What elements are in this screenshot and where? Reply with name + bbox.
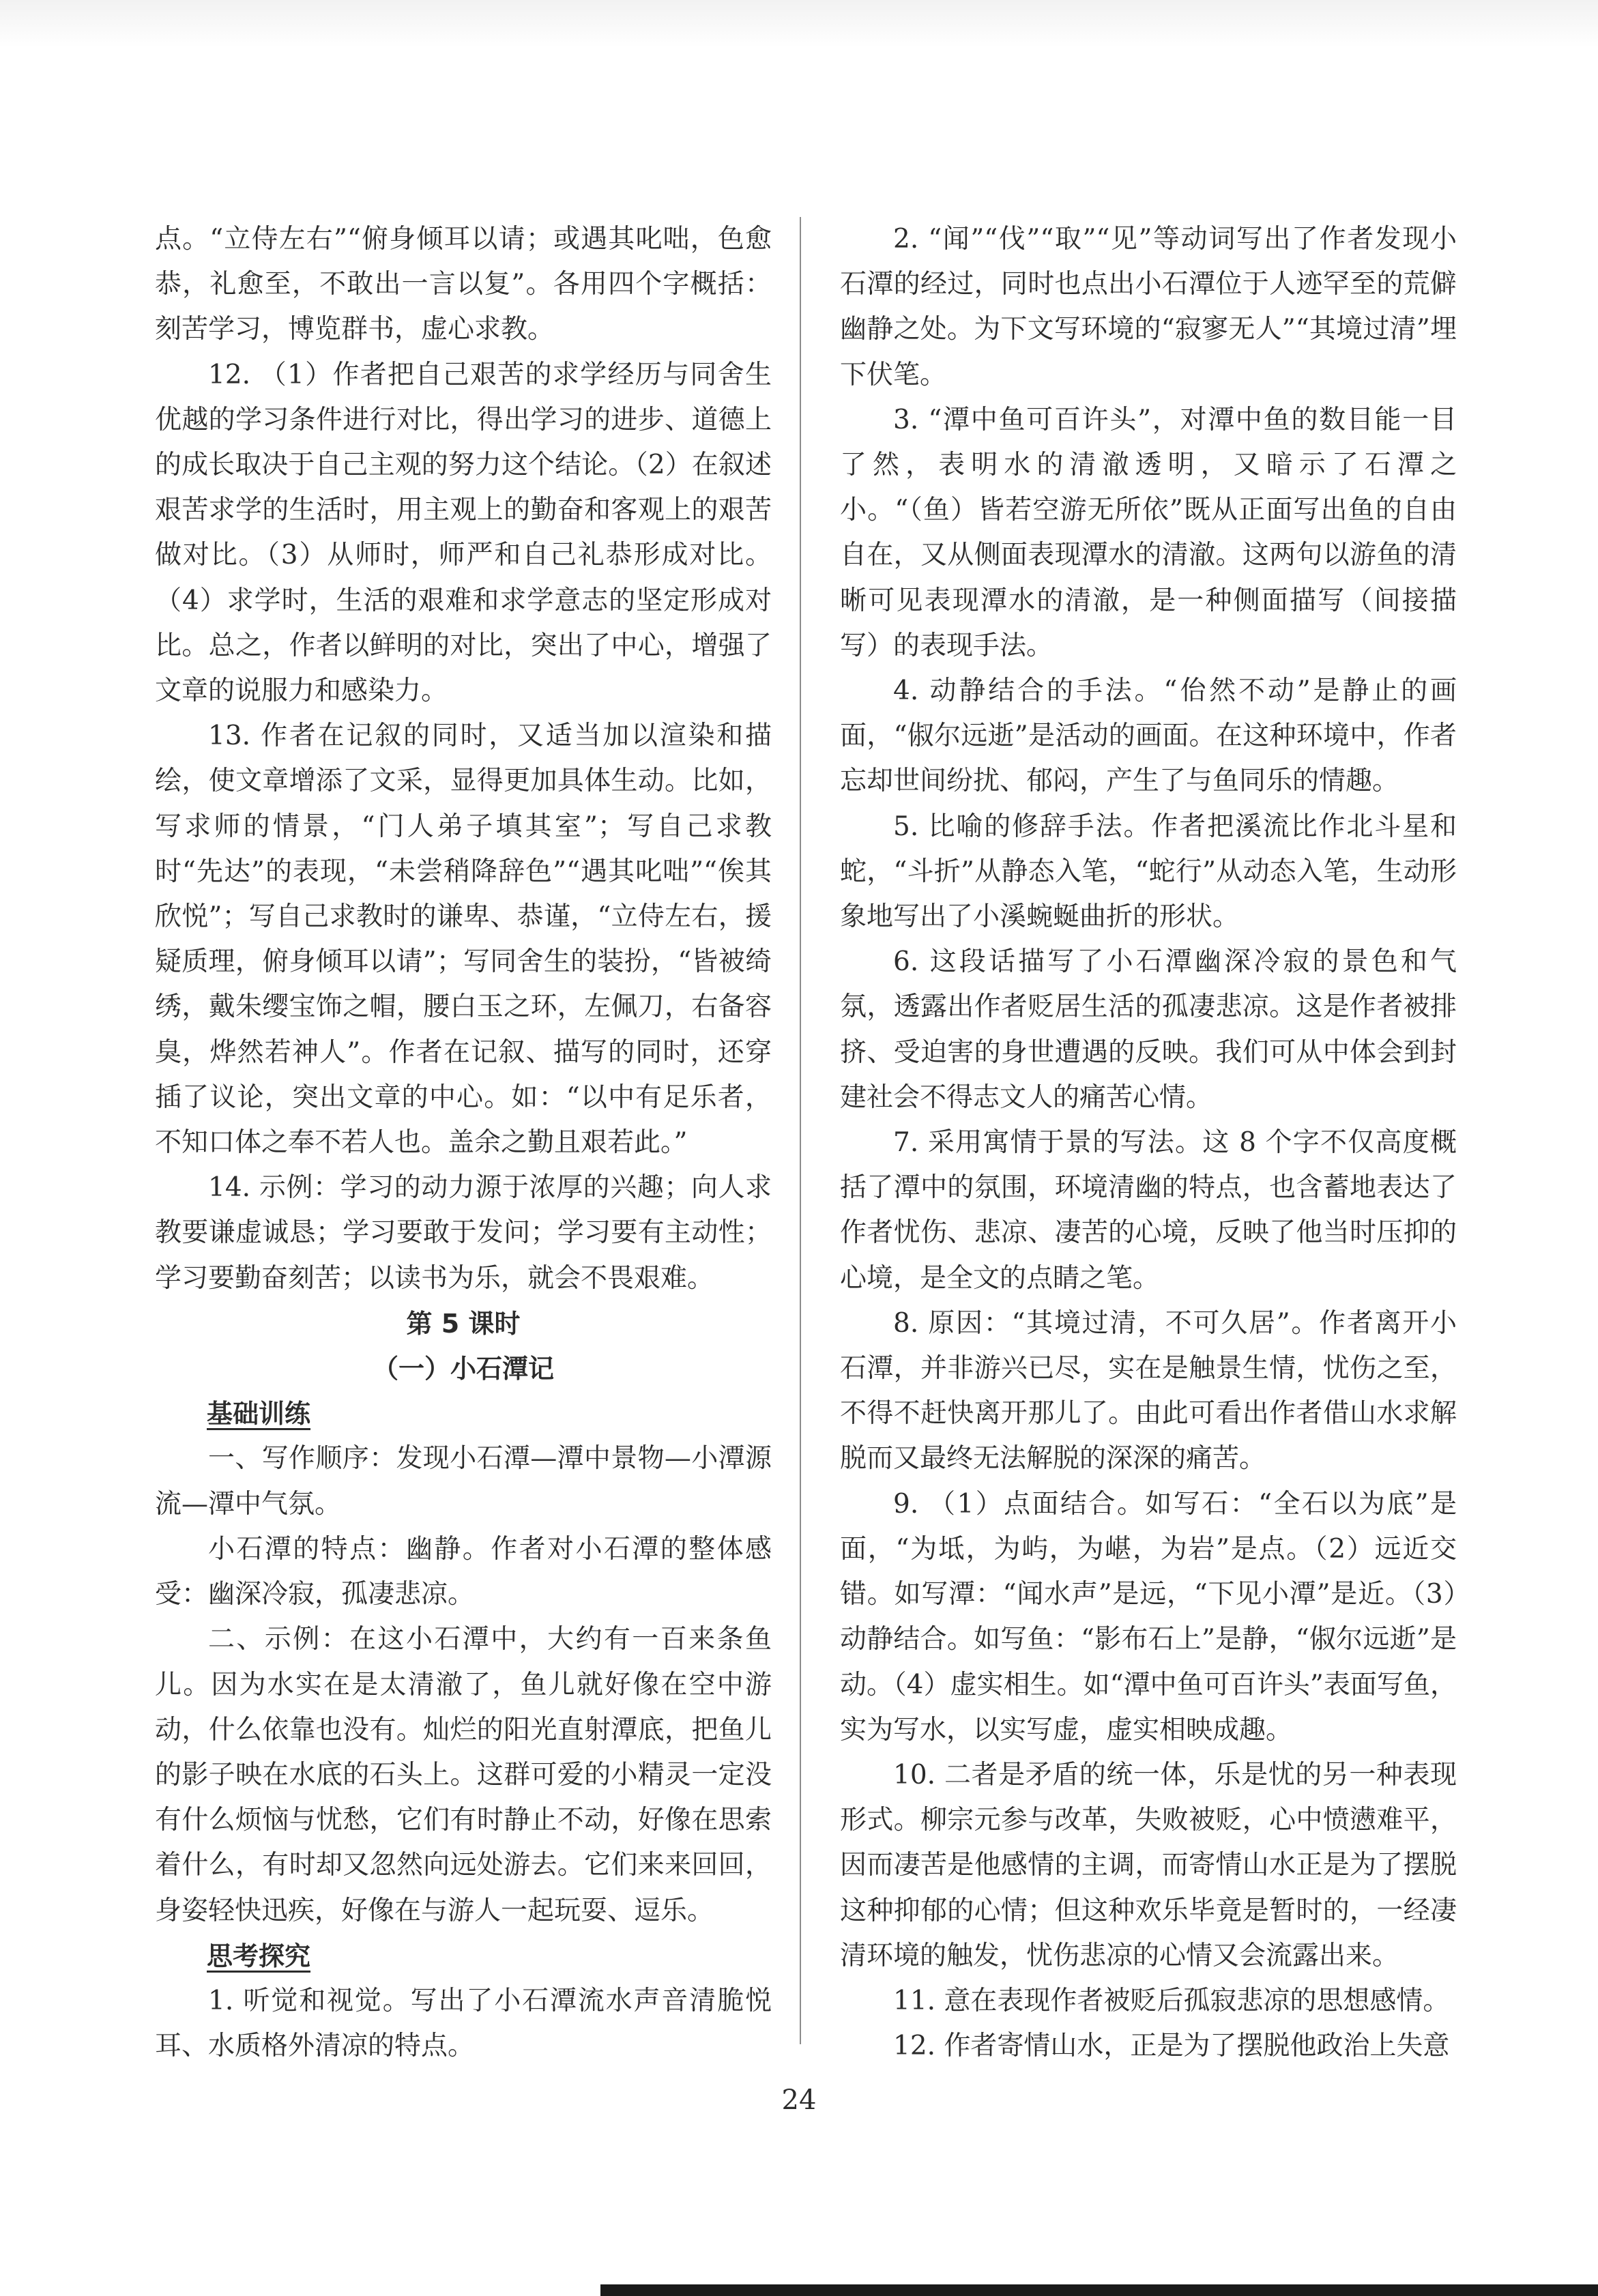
page-bottom-bar	[600, 2284, 1598, 2296]
paragraph-right-8: 9. （1）点面结合。如写石：“全石以为底”是面，“为坻，为屿，为嵁，为岩”是点。（2）远近交错。如写潭：“闻水声”是远，“下见小潭”是近。（3）动静结合。如写鱼：“影布石上”是静，“俶尔远逝”是动。（4）虚实相生。如“潭中鱼可百许头”表面写鱼，实为写水，以实写虚，虚实相映成趣。	[840, 1488, 1457, 1745]
page-top-shade	[0, 0, 1598, 48]
paragraph-left-4: 14. 示例：学习的动力源于浓厚的兴趣；向人求教要谦虚诚恳；学习要敢于发问；学习要有主动性；学习要勤奋刻苦；以读书为乐，就会不畏艰难。	[155, 1172, 772, 1294]
thinking-item-1: 1. 听觉和视觉。写出了小石潭流水声音清脆悦耳、水质格外清凉的特点。	[155, 1985, 772, 2062]
paragraph-right-2: 3. “潭中鱼可百许头”，对潭中鱼的数目能一目了然，表明水的清澈透明，又暗示了石潭之小。“（鱼）皆若空游无所依”既从正面写出鱼的自由自在，又从侧面表现潭水的清澈。这两句以游鱼的清晰可见表现潭水的清澈，是一种侧面描写（间接描写）的表现手法。	[840, 404, 1457, 661]
thinking-heading	[155, 1934, 772, 1979]
paragraph-right-1: 2. “闻”“伐”“取”“见”等动词写出了作者发现小石潭的经过，同时也点出小石潭位于人迹罕至的荒僻幽静之处。为下文写环境的“寂寥无人”“其境过清”埋下伏笔。	[840, 224, 1457, 390]
lesson-title: 第 5 课时	[406, 1308, 521, 1339]
left-column	[155, 217, 772, 2069]
basic-training-item-3: 二、示例：在这小石潭中，大约有一百来条鱼儿。因为水实在是太清澈了，鱼儿就好像在空中游动，什么依靠也没有。灿烂的阳光直射潭底，把鱼儿的影子映在水底的石头上。这群可爱的小精灵一定没有什么烦恼与忧愁，它们有时静止不动，好像在思索着什么，有时却又忽然向远处游去。它们来来回回，身姿轻快迅疾，好像在与游人一起玩耍、逗乐。	[155, 1624, 772, 1926]
basic-training-label: 基础训练	[207, 1399, 311, 1429]
paragraph-left-2: 12. （1）作者把自己艰苦的求学经历与同舍生优越的学习条件进行对比，得出学习的进步、道德上的成长取决于自己主观的努力这个结论。（2）在叙述艰苦求学的生活时，用主观上的勤奋和客观上的艰苦做对比。（3）从师时，师严和自己礼恭形成对比。（4）求学时，生活的艰难和求学意志的坚定形成对比。总之，作者以鲜明的对比，突出了中心，增强了文章的说服力和感染力。	[155, 359, 772, 707]
basic-training-item-2: 小石潭的特点：幽静。作者对小石潭的整体感受：幽深冷寂，孤凄悲凉。	[155, 1533, 772, 1610]
paragraph-right-3: 4. 动静结合的手法。“佁然不动”是静止的画面，“俶尔远逝”是活动的画面。在这种环境中，作者忘却世间纷扰、郁闷，产生了与鱼同乐的情趣。	[840, 675, 1457, 797]
paragraph-right-11: 12. 作者寄情山水，正是为了摆脱他政治上失意	[893, 2031, 1450, 2062]
paragraph-right-9: 10. 二者是矛盾的统一体，乐是忧的另一种表现形式。柳宗元参与改革，失败被贬，心中愤懑难平，因而凄苦是他感情的主调，而寄情山水正是为了摆脱这种抑郁的心情；但这种欢乐毕竟是暂时的，一经凄清环境的触发，忧伤悲凉的心情又会流露出来。	[840, 1759, 1457, 1971]
basic-training-heading	[155, 1391, 772, 1436]
page-number: 24	[781, 2084, 817, 2116]
paragraph-left-1: 点。“立侍左右”“俯身倾耳以请；或遇其叱咄，色愈恭，礼愈至，不敢出一言以复”。各用四个字概括：刻苦学习，博览群书，虚心求教。	[155, 224, 772, 345]
column-divider	[800, 217, 801, 2044]
right-column	[840, 217, 1457, 2069]
paragraph-right-6: 7. 采用寓情于景的写法。这 8 个字不仅高度概括了潭中的氛围，环境清幽的特点，也含蓄地表达了作者忧伤、悲凉、凄苦的心境，反映了他当时压抑的心境，是全文的点睛之笔。	[840, 1127, 1457, 1294]
basic-training-item-1: 一、写作顺序：发现小石潭—潭中景物—小潭源流—潭中气氛。	[155, 1443, 772, 1520]
paragraph-right-5: 6. 这段话描写了小石潭幽深冷寂的景色和气氛，透露出作者贬居生活的孤凄悲凉。这是作者被排挤、受迫害的身世遭遇的反映。我们可从中体会到封建社会不得志文人的痛苦心情。	[840, 946, 1457, 1113]
thinking-label: 思考探究	[207, 1941, 311, 1971]
paragraph-left-3: 13. 作者在记叙的同时，又适当加以渲染和描绘，使文章增添了文采，显得更加具体生动。比如，写求师的情景，“门人弟子填其室”；写自己求教时“先达”的表现，“未尝稍降辞色”“遇其叱咄”“俟其欣悦”；写自己求教时的谦卑、恭谨，“立侍左右，援疑质理，俯身倾耳以请”；写同舍生的装扮，“皆被绮绣，戴朱缨宝饰之帽，腰白玉之环，左佩刀，右备容臭，烨然若神人”。作者在记叙、描写的同时，还穿插了议论，突出文章的中心。如：“以中有足乐者，不知口体之奉不若人也。盖余之勤且艰若此。”	[155, 721, 772, 1159]
paragraph-right-4: 5. 比喻的修辞手法。作者把溪流比作北斗星和蛇，“斗折”从静态入笔，“蛇行”从动态入笔，生动形象地写出了小溪蜿蜒曲折的形状。	[840, 811, 1457, 933]
paragraph-right-10: 11. 意在表现作者被贬后孤寂悲凉的思想感情。	[893, 1985, 1450, 2016]
paragraph-right-7: 8. 原因：“其境过清，不可久居”。作者离开小石潭，并非游兴已尽，实在是触景生情，忧伤之至，不得不赶快离开那儿了。由此可看出作者借山水求解脱而又最终无法解脱的深深的痛苦。	[840, 1307, 1457, 1474]
section-title: （一）小石潭记	[372, 1354, 554, 1384]
